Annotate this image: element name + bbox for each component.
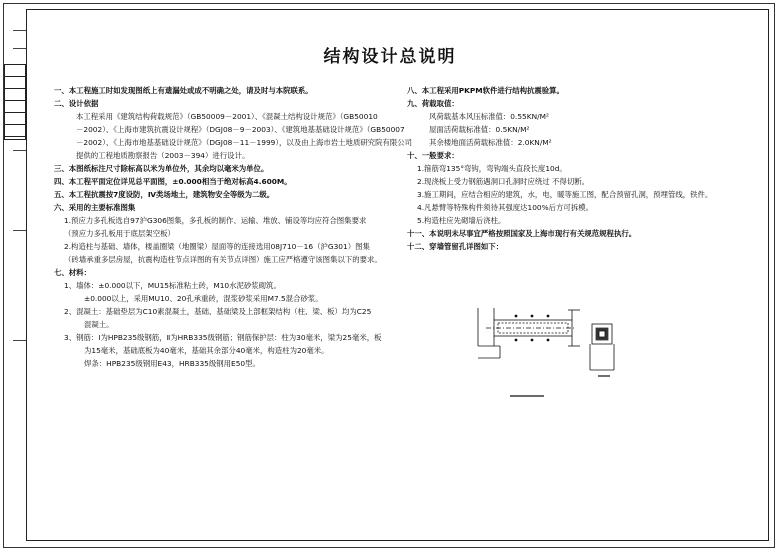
pipe-sleeve-detail	[470, 300, 630, 410]
note-line: 1.预应力多孔板选自97沪G306图集，多孔板的制作、运输、堆放、铺设等均应符合图集要求	[64, 216, 367, 225]
note-line: 十一、本说明未尽事宜严格按照国家及上海市现行有关规范规程执行。	[407, 229, 637, 238]
note-line: 七、材料：	[54, 268, 91, 277]
note-line: －2002）、《上海市地基基础设计规范》（DGJ08－11－1999），以及由上海市岩土地质研究院有限公司	[76, 138, 413, 147]
note-line: 一、本工程施工时如发现图纸上有遗漏处或成不明确之处，请及时与本院联系。	[54, 86, 313, 95]
note-line: 2、混凝土：基础垫层为C10素混凝土，基础、基础梁及上部框架结构（柱、梁、板）均为C25	[64, 307, 372, 316]
note-line: 六、采用的主要标准图集	[54, 203, 136, 212]
note-line: 屋面活荷载标准值：0.5KN/M²	[429, 125, 530, 134]
note-line: （预应力多孔板用于底层架空板）	[64, 229, 175, 238]
rebar-dot	[515, 339, 518, 342]
note-line: 风荷载基本风压标准值：0.55KN/M²	[429, 112, 549, 121]
note-line: 5.构造柱应先砌墙后浇柱。	[417, 216, 506, 225]
note-line: 1、墙体：±0.000以下，MU15标准粘土砖，M10水泥砂浆砌筑。	[64, 281, 281, 290]
note-line: 3.施工期间，应结合相应的建筑，水，电，暖等施工图，配合预留孔洞，预埋管线，铁件。	[417, 190, 713, 199]
note-line: 三、本图纸标注尺寸除标高以米为单位外，其余均以毫米为单位。	[54, 164, 269, 173]
note-line: 本工程采用《建筑结构荷载规范》（GB50009－2001）、《混凝土结构设计规范》（GB50010	[76, 112, 378, 121]
rebar-dot	[547, 315, 550, 318]
note-line: （砖墙承重多层房屋，抗震构造柱节点详图的有关节点详图）施工应严格遵守该图集以下的要求。	[64, 255, 382, 264]
cross-section-bore	[599, 331, 605, 337]
note-line: 2.现浇板上受力钢筋遇洞口孔洞时应绕过 不得切断。	[417, 177, 589, 186]
rebar-dot	[547, 339, 550, 342]
note-line: 十二、穿墙管留孔详图如下：	[407, 242, 504, 251]
notes-left-column	[54, 84, 412, 370]
note-line: 焊条：HPB235级钢用E43，HRB335级钢用E50型。	[84, 359, 260, 368]
note-line: 其余楼地面活荷载标准值：2.0KN/M²	[429, 138, 552, 147]
margin-tick	[13, 230, 26, 231]
note-line: 2.构造柱与基础、墙体，楼盖圈梁（地圈梁）屋面等的连接选用08J710－16（沪G301）图集	[64, 242, 370, 251]
note-line: －2002）、《上海市建筑抗震设计规程》（DGJ08－9－2003）、《建筑地基基础设计规范》（GB50007	[76, 125, 405, 134]
note-line: 4.凡悬臂等特殊构件须待其强度达100%后方可拆模。	[417, 203, 593, 212]
note-line: 四、本工程平面定位详见总平面图，±0.000相当于绝对标高4.600M。	[54, 177, 292, 186]
note-line: 二、设计依据	[54, 99, 99, 108]
margin-tick	[13, 340, 26, 341]
note-line: ±0.000以上，采用MU10、20孔承重砖，混浆砂浆采用M7.5混合砂浆。	[84, 294, 323, 303]
margin-tick	[13, 150, 26, 151]
note-line: 八、本工程采用PKPM软件进行结构抗震验算。	[407, 86, 564, 95]
note-line: 提供的工程地质勘察报告（2003－394）进行设计。	[76, 151, 250, 160]
note-line: 3、钢筋：Ⅰ为HPB235级钢筋，Ⅱ为HRB335级钢筋；钢筋保护层：柱为30毫米，梁为25毫米，板	[64, 333, 382, 342]
rebar-dot	[531, 315, 534, 318]
note-line: 九、荷载取值：	[407, 99, 459, 108]
note-line: 1.箍筋弯135°弯钩，弯钩端头直段长度10d。	[417, 164, 567, 173]
page-title: 结构设计总说明	[323, 47, 457, 67]
binding-stamp-table	[4, 64, 26, 140]
rebar-dot	[515, 315, 518, 318]
note-line: 五、本工程抗震按7度设防，Ⅳ类场地土，建筑物安全等级为二级。	[54, 190, 275, 199]
note-line: 混凝土。	[84, 320, 114, 329]
note-line: 为15毫米，基础底板为40毫米，基础其余部分40毫米，构造柱为20毫米。	[84, 346, 329, 355]
margin-tick	[13, 30, 26, 31]
note-line: 十、一般要求：	[407, 151, 459, 160]
rebar-dot	[531, 339, 534, 342]
notes-right-column	[407, 84, 712, 253]
